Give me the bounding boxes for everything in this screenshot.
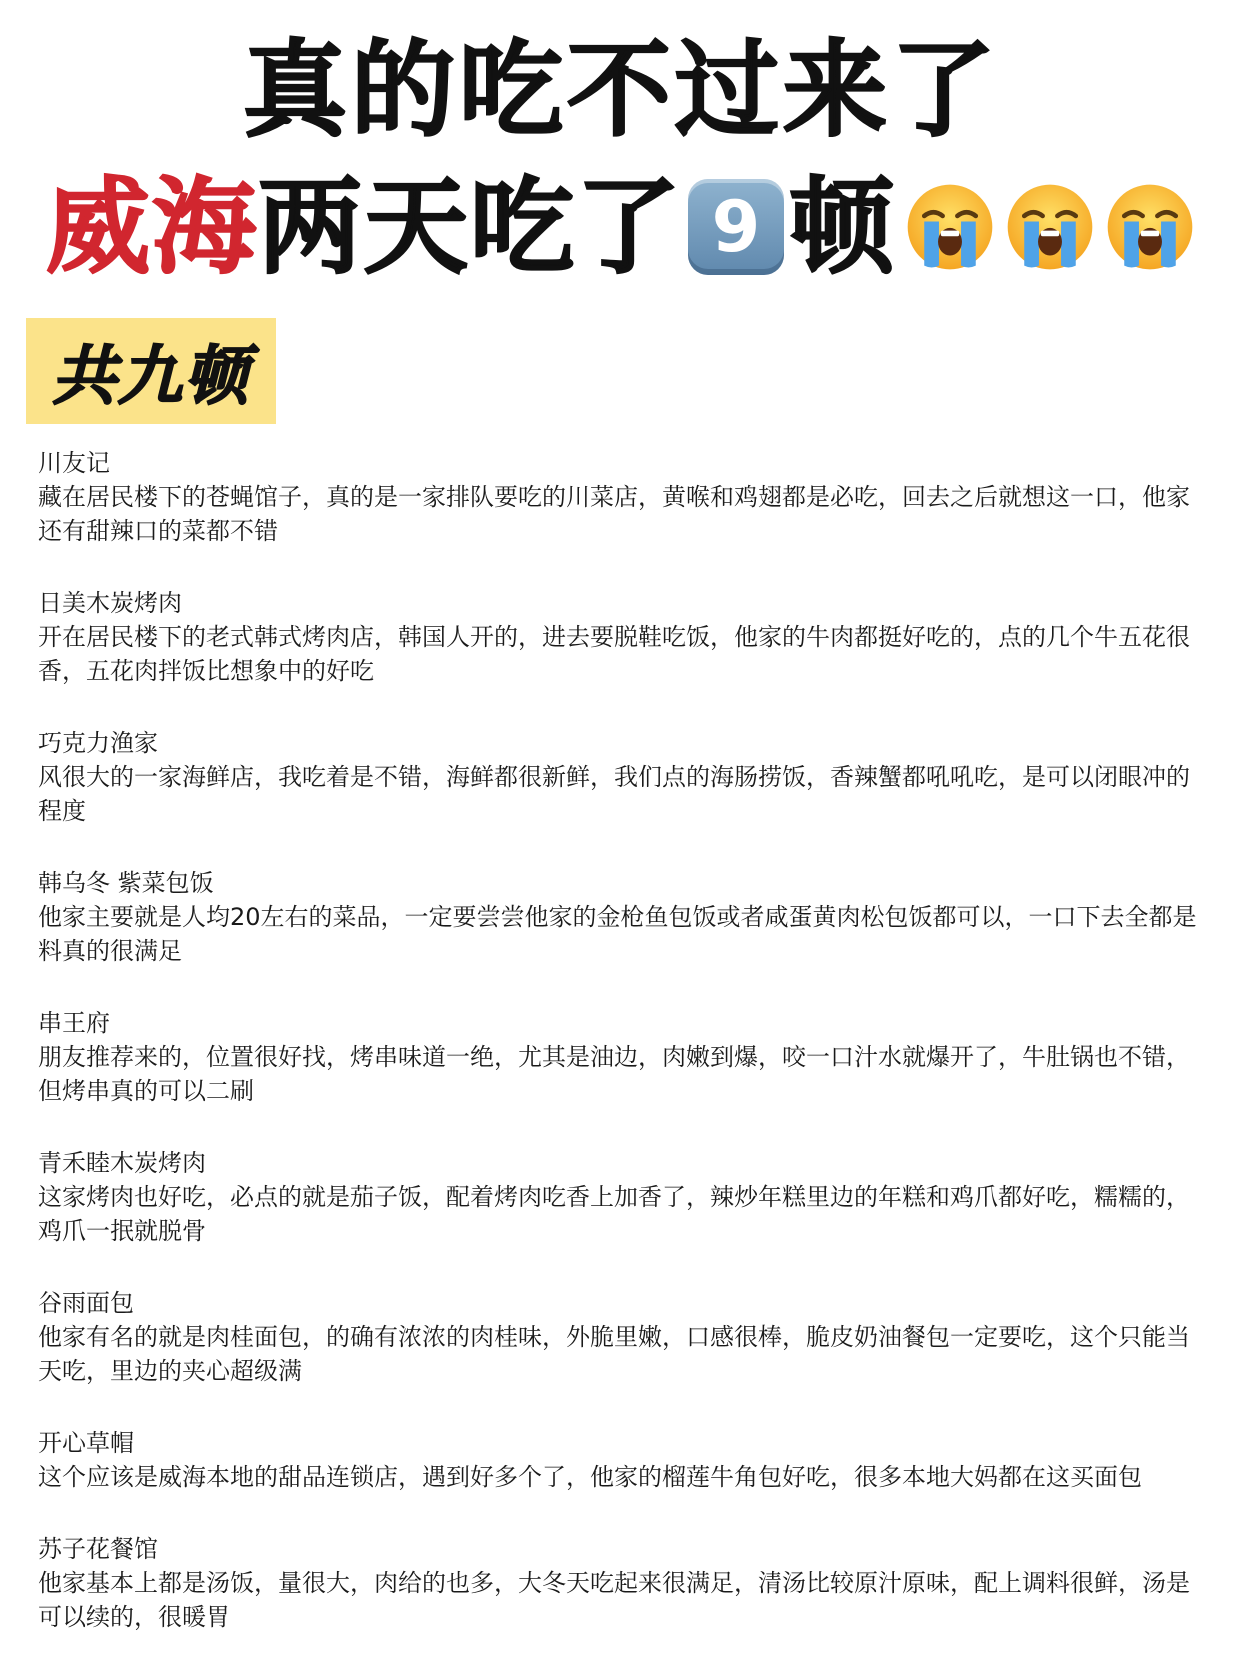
list-item [38, 866, 1212, 968]
restaurant-description: 这个应该是威海本地的甜品连锁店，遇到好多个了，他家的榴莲牛角包好吃，很多本地大妈都在这买面包 [38, 1463, 1142, 1491]
title-line-1: 真的吃不过来了 [242, 29, 999, 151]
list-item [38, 446, 1212, 548]
list-item [38, 1532, 1212, 1634]
crying-face-icon [904, 181, 996, 273]
restaurant-name: 韩乌冬 紫菜包饭 [38, 869, 214, 897]
restaurant-description: 他家有名的就是肉桂面包，的确有浓浓的肉桂味，外脆里嫩，口感很棒，脆皮奶油餐包一定要吃，这个只能当天吃，里边的夹心超级满 [38, 1323, 1190, 1385]
section-badge-label: 共九顿 [52, 340, 250, 414]
list-item [38, 586, 1212, 688]
title-meals-text: 顿 [790, 166, 897, 288]
restaurant-description: 风很大的一家海鲜店，我吃着是不错，海鲜都很新鲜，我们点的海肠捞饭，香辣蟹都吼吼吃，是可以闭眼冲的程度 [38, 763, 1190, 825]
list-item [38, 726, 1212, 828]
title-days-text: 两天吃了 [257, 166, 682, 288]
restaurant-name: 巧克力渔家 [38, 729, 158, 757]
title-line-2 [0, 165, 1242, 289]
restaurant-description: 他家基本上都是汤饭，量很大，肉给的也多，大冬天吃起来很满足，清汤比较原汁原味，配上调料很鲜，汤是可以续的，很暖胃 [38, 1569, 1190, 1631]
section-badge [26, 318, 276, 424]
title-city: 威海 [45, 166, 258, 288]
crying-face-icon [1004, 181, 1096, 273]
restaurant-description: 朋友推荐来的，位置很好找，烤串味道一绝，尤其是油边，肉嫩到爆，咬一口汁水就爆开了，牛肚锅也不错，但烤串真的可以二刷 [38, 1043, 1190, 1105]
restaurant-name: 苏子花餐馆 [38, 1535, 158, 1563]
list-item [38, 1146, 1212, 1248]
keycap-number-icon: 9 [688, 179, 784, 275]
restaurant-list [38, 446, 1212, 1672]
list-item [38, 1006, 1212, 1108]
restaurant-description: 这家烤肉也好吃，必点的就是茄子饭，配着烤肉吃香上加香了，辣炒年糕里边的年糕和鸡爪都好吃，糯糯的，鸡爪一抿就脱骨 [38, 1183, 1190, 1245]
restaurant-description: 藏在居民楼下的苍蝇馆子，真的是一家排队要吃的川菜店，黄喉和鸡翅都是必吃，回去之后就想这一口，他家还有甜辣口的菜都不错 [38, 483, 1190, 545]
list-item [38, 1286, 1212, 1388]
restaurant-name: 川友记 [38, 449, 110, 477]
restaurant-description: 他家主要就是人均20左右的菜品，一定要尝尝他家的金枪鱼包饭或者咸蛋黄肉松包饭都可以，一口下去全都是料真的很满足 [38, 903, 1197, 965]
restaurant-name: 串王府 [38, 1009, 110, 1037]
list-item [38, 1426, 1212, 1494]
restaurant-description: 开在居民楼下的老式韩式烤肉店，韩国人开的，进去要脱鞋吃饭，他家的牛肉都挺好吃的，点的几个牛五花很香，五花肉拌饭比想象中的好吃 [38, 623, 1190, 685]
restaurant-name: 青禾睦木炭烤肉 [38, 1149, 206, 1177]
restaurant-name: 日美木炭烤肉 [38, 589, 182, 617]
crying-face-icon [1104, 181, 1196, 273]
restaurant-name: 谷雨面包 [38, 1289, 134, 1317]
restaurant-name: 开心草帽 [38, 1429, 134, 1457]
